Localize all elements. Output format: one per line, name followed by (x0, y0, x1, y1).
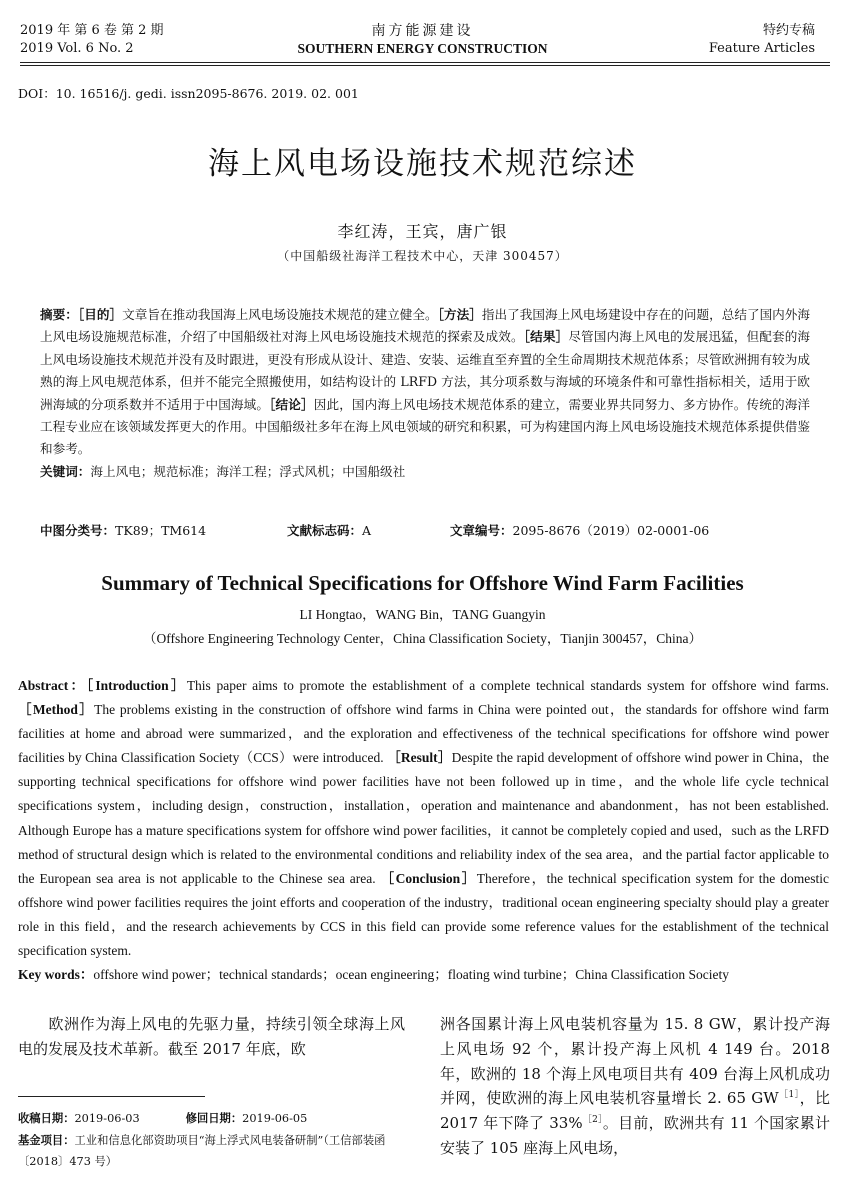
article-number (450, 521, 709, 539)
revised-date: 2019-06-05 (242, 1112, 308, 1125)
body-right-text-2: ，比 2017 年下降了 33% (440, 1089, 830, 1133)
citation-2[interactable]: ［2］ (582, 1115, 603, 1126)
clc-number (40, 521, 206, 539)
affiliation-en: （Offshore Engineering Technology Center，China Classification Society，Tianjin 300457，China） (143, 631, 702, 646)
doi: DOI：10. 16516/j. gedi. issn2095-8676. 2019. 02. 001 (18, 86, 359, 101)
purpose-label: ［目的］ (77, 307, 123, 322)
introduction-label: ［Introduction］ (86, 678, 187, 693)
received-date: 2019-06-03 (74, 1112, 140, 1125)
footnote-fund (18, 1130, 405, 1173)
clc-value: TK89；TM614 (115, 523, 207, 538)
authors-cn: 李红涛，王宾，唐广银 (337, 222, 508, 241)
footnote-dates (18, 1108, 405, 1130)
footnote-rule (18, 1096, 205, 1097)
abstract-cn-label: 摘要： (40, 307, 78, 322)
method-label-en: ［Method］ (18, 702, 95, 718)
body-right-text-1: 洲各国累计海上风电装机容量为 15. 8 GW，累计投产海上风电场 92 个，累计投产海上风机 4 149 台。2018 年，欧洲的 18 个海上风电项目共有 409 台海上风机成功并网，使欧洲的海上风电装机容量增长 2. 65 GW (440, 1015, 830, 1108)
keywords-cn-label: 关键词： (40, 463, 91, 479)
document-code-value: A (362, 523, 372, 538)
journal-issue-cn: 2019 年 第 6 卷 第 2 期 (20, 23, 164, 38)
method-text-cn: 指出了我国海上风电场建设中存在的问题，总结了国内外海上风电场设施规范标准，介绍了中国船级社对海上风电场设施技术规范的探索及成效。 (40, 307, 811, 345)
journal-name-en: SOUTHERN ENERGY CONSTRUCTION (297, 41, 548, 56)
result-text-cn: 尽管国内海上风电的发展迅猛，但配套的海上风电场设施技术规范并没有及时跟进，更没有形成从设计、建造、安装、运维直至弃置的全生命周期技术规范体系；尽管欧洲拥有较为成熟的海上风电规范体系，但并不能完全照搬使用，如结构设计的 LRFD 方法，其分项系数与海域的环境条件和可靠性指标相关，适用于欧洲海域的分项系数并不适用于中国海域。 (40, 329, 811, 412)
paper-title-cn: 海上风电场设施技术规范综述 (208, 146, 637, 182)
column-name-en: Feature Articles (708, 41, 815, 56)
body-right-text-3: 。目前，欧洲共有 11 个国家累计安装了 105 座海上风电场， (440, 1114, 830, 1157)
result-label-cn: ［结果］ (523, 329, 569, 345)
authors-en: LI Hongtao，WANG Bin，TANG Guangyin (299, 607, 546, 622)
abstract-en-label: Abstract： (18, 678, 87, 693)
paper-title-en: Summary of Technical Specifications for Offshore Wind Farm Facilities (101, 571, 744, 595)
keywords-en-label: Key words： (18, 967, 94, 983)
method-label-cn: ［方法］ (437, 307, 482, 322)
fund-text: 工业和信息化部资助项目“海上浮式风电装备研制”（工信部装函〔2018〕473 号） (18, 1133, 386, 1168)
introduction-text: This paper aims to promote the establishment of a complete technical standards system for offshore wind farms. (186, 678, 829, 693)
journal-name-cn: 南方能源建设 (371, 23, 474, 39)
conclusion-label-cn: ［结论］ (269, 396, 314, 412)
keywords-en (18, 963, 829, 987)
abstract-cn (40, 304, 810, 483)
article-number-label: 文章编号： (450, 523, 513, 538)
revised-label: 修回日期： (185, 1112, 243, 1125)
footnote (18, 1108, 405, 1173)
document-code (287, 521, 371, 539)
article-number-value: 2095-8676（2019）02-0001-06 (512, 523, 710, 538)
keywords-cn (40, 461, 810, 483)
header-rule (20, 62, 830, 63)
header-rule-thin (20, 65, 830, 66)
citation-1[interactable]: ［1］ (778, 1090, 800, 1101)
column-name-cn: 特约专稿 (762, 23, 815, 38)
clc-label: 中图分类号： (40, 523, 116, 538)
body-left-column (18, 1012, 405, 1062)
keywords-cn-text: 海上风电；规范标准；海洋工程；浮式风机；中国船级社 (90, 463, 406, 479)
document-code-label: 文献标志码： (287, 523, 363, 538)
column-name (709, 22, 815, 58)
result-text-en: Despite the rapid development of offshore wind power in China，the supporting technical specifications for offshore wind power facilities have not been followed up in time，and the whole life cycle technical specifications system，including design，construction，installation，operation and maintenance and abandonment，has not been established. Although Europe has a mature specifications system for offshore wind power facilities，it cannot be completely copied and used，such as the LRFD method of structural design which is related to the environmental conditions and reliability index of the sea area，and the partial factor applicable to the European sea area is not applicable to the Chinese sea area. (18, 750, 829, 886)
abstract-en (18, 674, 829, 987)
conclusion-text-cn: 因此，国内海上风电场技术规范体系的建立，需要业界共同努力、多方协作。传统的海洋工程专业应在该领域发挥更大的作用。中国船级社多年在海上风电领域的研究和积累，可为构建国内海上风电场设施技术规范体系提供借鉴和参考。 (40, 396, 811, 457)
received-label: 收稿日期： (18, 1112, 75, 1125)
method-text-en: The problems existing in the construction of offshore wind farms in China were pointed out，the standards for offshore wind farm facilities at home and abroad were summarized，and the exploration and effectiveness of the technical specifications for offshore wind power facilities by China Classification Society（CCS）were introduced. (18, 702, 829, 766)
purpose-text: 文章旨在推动我国海上风电场设施技术规范的建立健全。 (122, 307, 438, 322)
affiliation-cn: （中国船级社海洋工程技术中心，天津 300457） (277, 249, 568, 263)
body-left-text: 欧洲作为海上风电的先驱力量，持续引领全球海上风电的发展及技术革新。截至 2017 年底，欧 (18, 1015, 405, 1058)
conclusion-text-en: Therefore，the technical specification system for the domestic offshore wind power facilities requires the joint efforts and cooperation of the industry，traditional ocean engineering specialty should play a greater role in this field，and the research achievements by CCS in this field can provide some reference values for the establishment of the technical specification system. (18, 870, 829, 959)
result-label-en: ［Result］ (387, 750, 452, 766)
fund-label: 基金项目： (18, 1133, 75, 1147)
journal-issue-en: 2019 Vol. 6 No. 2 (20, 41, 134, 56)
keywords-en-text: offshore wind power；technical standards；ocean engineering；floating wind turbine；China Classification Society (93, 967, 729, 983)
body-right-column (440, 1012, 830, 1161)
conclusion-label-en: ［Conclusion］ (380, 870, 477, 886)
